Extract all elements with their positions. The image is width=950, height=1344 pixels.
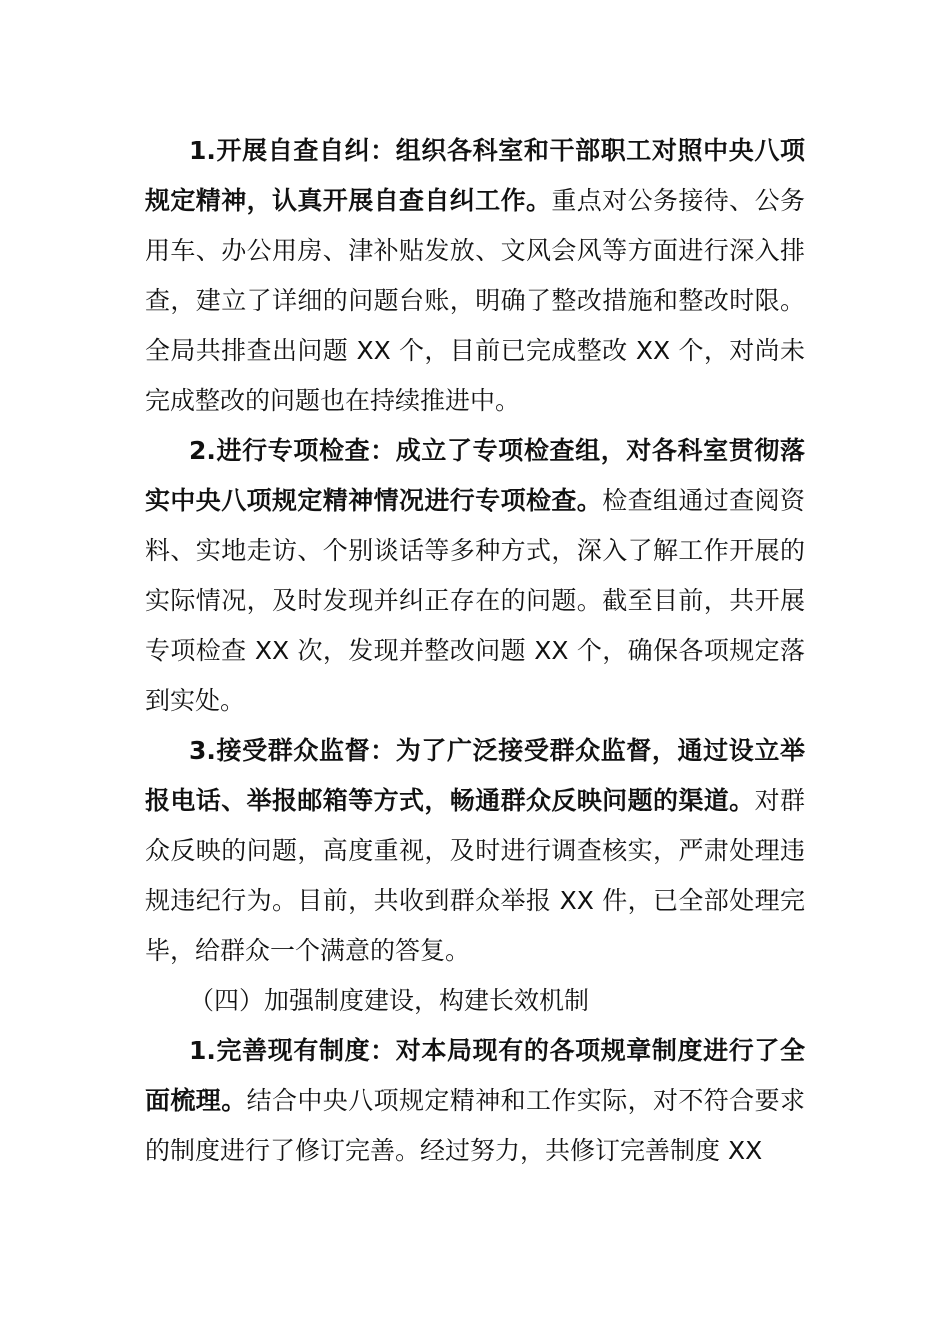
paragraph-text: 对群众反映的问题，高度重视，及时进行调查核实，严肃处理违规违纪行为。目前，共收到群众举报 XX 件，已全部处理完毕，给群众一个满意的答复。 [145, 786, 805, 965]
section-heading: （四）加强制度建设，构建长效机制 [189, 986, 590, 1015]
paragraph-lead: 1.开展自查自纠：组织各科室和干部职工对照中央八项规定精神，认真开展自查自纠工作。 [145, 136, 805, 215]
paragraph-text: 结合中央八项规定精神和工作实际，对不符合要求的制度进行了修订完善。经过努力，共修订完善制度 XX [145, 1086, 805, 1165]
paragraph-text: 检查组通过查阅资料、实地走访、个别谈话等多种方式，深入了解工作开展的实际情况，及时发现并纠正存在的问题。截至目前，共开展专项检查 XX 次，发现并整改问题 XX 个，确保各项规定落到实处。 [145, 486, 805, 715]
paragraph-special-inspection [145, 426, 805, 726]
paragraph-self-inspection [145, 126, 805, 426]
paragraph-lead: 3.接受群众监督：为了广泛接受群众监督，通过设立举报电话、举报邮箱等方式，畅通群众反映问题的渠道。 [145, 736, 805, 815]
paragraph-lead: 2.进行专项检查：成立了专项检查组，对各科室贯彻落实中央八项规定精神情况进行专项检查。 [145, 436, 805, 515]
paragraph-improve-systems [145, 1026, 805, 1176]
paragraph-public-supervision [145, 726, 805, 976]
document-body [145, 126, 805, 1176]
paragraph-text: 重点对公务接待、公务用车、办公用房、津补贴发放、文风会风等方面进行深入排查，建立了详细的问题台账，明确了整改措施和整改时限。全局共排查出问题 XX 个，目前已完成整改 XX 个，对尚未完成整改的问题也在持续推进中。 [145, 186, 805, 415]
paragraph-lead: 1.完善现有制度：对本局现有的各项规章制度进行了全面梳理。 [145, 1036, 805, 1115]
